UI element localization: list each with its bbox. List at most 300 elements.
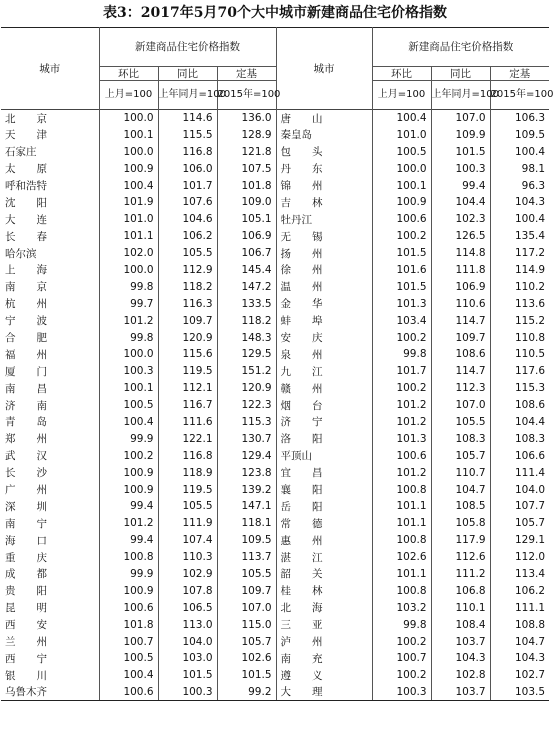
left-base-cell: 105.7 [217,633,276,650]
left-base-cell: 101.5 [217,667,276,684]
left-base-cell: 122.3 [217,397,276,414]
right-base-cell: 102.7 [490,667,549,684]
table-row [1,566,549,583]
left-city-cell: 哈尔滨 [5,247,37,260]
left-mom-cell: 100.0 [99,346,158,363]
left-mom-cell: 99.9 [99,566,158,583]
right-base-cell: 98.1 [490,160,549,177]
right-city-cell: 锦 州 [276,177,372,194]
left-mom-cell: 100.1 [99,380,158,397]
left-city-cell: 北 京 [5,112,47,125]
left-city-cell: 深 圳 [5,500,47,513]
left-base-cell: 118.2 [217,312,276,329]
left-mom-cell: 100.0 [99,262,158,279]
right-yoy-cell: 105.7 [431,447,490,464]
left-base-cell: 123.8 [217,464,276,481]
left-base-cell: 147.1 [217,498,276,515]
left-yoy-cell: 112.9 [158,262,217,279]
city-header-right: 城市 [276,28,372,110]
left-base-cell: 147.2 [217,278,276,295]
right-base-cell: 100.4 [490,143,549,160]
right-yoy-cell: 112.3 [431,380,490,397]
right-mom-cell: 99.8 [372,346,431,363]
right-mom-cell: 100.8 [372,582,431,599]
right-mom-cell: 101.6 [372,262,431,279]
right-city-cell: 九 江 [276,363,372,380]
right-city-cell: 洛 阳 [276,430,372,447]
mom-header-left: 环比 [99,67,158,81]
right-city-cell: 唐 山 [276,110,372,127]
left-yoy-cell: 100.3 [158,684,217,701]
right-yoy-cell: 111.8 [431,262,490,279]
left-city-cell: 宁 波 [5,315,47,328]
left-city-cell: 南 京 [5,281,47,294]
left-base-cell: 107.0 [217,599,276,616]
right-base-cell: 112.0 [490,549,549,566]
table-row [1,684,549,701]
yoy-base-left: 上年同月=100 [158,81,217,110]
table-row [1,346,549,363]
right-city-cell: 安 庆 [276,329,372,346]
left-mom-cell: 101.2 [99,515,158,532]
right-mom-cell: 100.2 [372,667,431,684]
right-yoy-cell: 104.3 [431,650,490,667]
left-mom-cell: 101.1 [99,228,158,245]
right-city-cell: 岳 阳 [276,498,372,515]
left-yoy-cell: 116.8 [158,143,217,160]
table-row [1,397,549,414]
left-base-cell: 121.8 [217,143,276,160]
left-yoy-cell: 115.6 [158,346,217,363]
right-base-cell: 109.5 [490,126,549,143]
left-mom-cell: 100.5 [99,650,158,667]
left-base-cell: 106.9 [217,228,276,245]
left-base-cell: 148.3 [217,329,276,346]
table-row [1,262,549,279]
left-yoy-cell: 101.5 [158,667,217,684]
right-city-cell: 三 亚 [276,616,372,633]
left-yoy-cell: 111.6 [158,414,217,431]
left-city-cell: 呼和浩特 [5,180,47,192]
right-base-cell: 117.2 [490,245,549,262]
left-yoy-cell: 114.6 [158,110,217,127]
right-yoy-cell: 111.2 [431,566,490,583]
table-row [1,430,549,447]
left-mom-cell: 100.4 [99,177,158,194]
table-row [1,633,549,650]
right-mom-cell: 100.2 [372,380,431,397]
left-yoy-cell: 104.6 [158,211,217,228]
left-mom-cell: 99.4 [99,532,158,549]
right-yoy-cell: 107.0 [431,397,490,414]
left-city-cell: 重 庆 [5,551,47,564]
right-mom-cell: 101.7 [372,363,431,380]
right-base-cell: 135.4 [490,228,549,245]
left-city-cell: 大 连 [5,213,47,226]
left-mom-cell: 100.6 [99,599,158,616]
left-yoy-cell: 106.2 [158,228,217,245]
right-mom-cell: 101.1 [372,515,431,532]
right-mom-cell: 99.8 [372,616,431,633]
right-base-cell: 110.8 [490,329,549,346]
left-base-cell: 151.2 [217,363,276,380]
table-row [1,498,549,515]
left-mom-cell: 100.9 [99,464,158,481]
table-row [1,295,549,312]
right-base-cell: 108.3 [490,430,549,447]
right-city-cell: 赣 州 [276,380,372,397]
left-mom-cell: 100.0 [99,143,158,160]
right-city-cell: 宜 昌 [276,464,372,481]
right-city-cell: 惠 州 [276,532,372,549]
left-yoy-cell: 115.5 [158,126,217,143]
left-yoy-cell: 110.3 [158,549,217,566]
table-row [1,481,549,498]
right-base-cell: 113.4 [490,566,549,583]
right-base-cell: 106.6 [490,447,549,464]
left-city-cell: 海 口 [5,534,47,547]
left-yoy-cell: 118.9 [158,464,217,481]
right-base-cell: 110.2 [490,278,549,295]
left-mom-cell: 99.7 [99,295,158,312]
left-city-cell: 厦 门 [5,365,47,378]
left-mom-cell: 101.2 [99,312,158,329]
right-base-cell: 114.9 [490,262,549,279]
base-header-right: 定基 [490,67,549,81]
right-base-cell: 104.7 [490,633,549,650]
table-row [1,194,549,211]
left-mom-cell: 100.5 [99,397,158,414]
left-yoy-cell: 119.5 [158,481,217,498]
left-base-cell: 115.3 [217,414,276,431]
right-mom-cell: 100.8 [372,532,431,549]
right-city-cell: 金 华 [276,295,372,312]
left-city-cell: 石家庄 [5,146,37,159]
right-mom-cell: 100.7 [372,650,431,667]
yoy-base-right: 上年同月=100 [431,81,490,110]
left-yoy-cell: 101.7 [158,177,217,194]
right-mom-cell: 100.9 [372,194,431,211]
left-yoy-cell: 107.4 [158,532,217,549]
right-base-cell: 96.3 [490,177,549,194]
table-row [1,143,549,160]
right-mom-cell: 101.2 [372,414,431,431]
right-base-cell: 103.5 [490,684,549,701]
right-yoy-cell: 110.7 [431,464,490,481]
left-base-cell: 105.1 [217,211,276,228]
left-mom-cell: 100.8 [99,549,158,566]
left-mom-cell: 99.9 [99,430,158,447]
right-yoy-cell: 105.8 [431,515,490,532]
right-city-cell: 平顶山 [276,447,372,464]
right-city-cell: 常 德 [276,515,372,532]
right-base-cell: 110.5 [490,346,549,363]
table-row [1,126,549,143]
left-mom-cell: 100.1 [99,126,158,143]
left-base-cell: 145.4 [217,262,276,279]
right-mom-cell: 103.2 [372,599,431,616]
table-row [1,110,549,127]
right-base-cell: 129.1 [490,532,549,549]
right-mom-cell: 100.6 [372,447,431,464]
right-base-cell: 104.3 [490,194,549,211]
right-mom-cell: 101.1 [372,566,431,583]
right-city-cell: 徐 州 [276,262,372,279]
right-mom-cell: 103.4 [372,312,431,329]
left-city-cell: 武 汉 [5,450,47,463]
right-base-cell: 106.2 [490,582,549,599]
right-city-cell: 牡丹江 [276,211,372,228]
right-yoy-cell: 108.4 [431,616,490,633]
left-city-cell: 成 都 [5,568,47,581]
table-row [1,177,549,194]
left-base-cell: 133.5 [217,295,276,312]
mom-base-right: 上月=100 [372,81,431,110]
left-mom-cell: 99.8 [99,329,158,346]
table-header [1,28,553,110]
base-base-left: 2015年=100 [217,81,276,110]
right-base-cell: 104.4 [490,414,549,431]
left-city-cell: 西 安 [5,619,47,632]
table-row [1,414,549,431]
right-yoy-cell: 101.5 [431,143,490,160]
right-yoy-cell: 108.3 [431,430,490,447]
left-base-cell: 128.9 [217,126,276,143]
right-yoy-cell: 103.7 [431,684,490,701]
right-mom-cell: 100.2 [372,228,431,245]
index-group-header-left: 新建商品住宅价格指数 [99,28,276,67]
right-city-cell: 烟 台 [276,397,372,414]
right-mom-cell: 100.6 [372,211,431,228]
right-mom-cell: 100.0 [372,160,431,177]
table-title: 表3：2017年5月70个大中城市新建商品住宅价格指数 [103,5,447,21]
city-header-left: 城市 [39,62,61,75]
left-yoy-cell: 107.6 [158,194,217,211]
table-row [1,616,549,633]
right-city-cell: 湛 江 [276,549,372,566]
left-yoy-cell: 109.7 [158,312,217,329]
left-yoy-cell: 105.5 [158,498,217,515]
left-mom-cell: 100.9 [99,160,158,177]
left-yoy-cell: 106.0 [158,160,217,177]
right-city-cell: 桂 林 [276,582,372,599]
left-city-cell: 西 宁 [5,652,47,665]
yoy-header-left: 同比 [158,67,217,81]
left-yoy-cell: 116.3 [158,295,217,312]
left-base-cell: 118.1 [217,515,276,532]
table-row [1,667,549,684]
table-body [1,110,549,701]
right-city-cell: 丹 东 [276,160,372,177]
table-row [1,582,549,599]
left-mom-cell: 99.8 [99,278,158,295]
right-yoy-cell: 105.5 [431,414,490,431]
left-mom-cell: 101.0 [99,211,158,228]
left-mom-cell: 99.4 [99,498,158,515]
right-yoy-cell: 114.7 [431,312,490,329]
table-row [1,549,549,566]
right-yoy-cell: 117.9 [431,532,490,549]
left-yoy-cell: 116.8 [158,447,217,464]
right-base-cell: 113.6 [490,295,549,312]
right-yoy-cell: 114.7 [431,363,490,380]
right-base-cell: 115.2 [490,312,549,329]
right-yoy-cell: 110.1 [431,599,490,616]
right-yoy-cell: 103.7 [431,633,490,650]
right-city-cell: 泸 州 [276,633,372,650]
left-mom-cell: 100.4 [99,414,158,431]
table-row [1,532,549,549]
right-mom-cell: 101.3 [372,295,431,312]
right-mom-cell: 100.2 [372,633,431,650]
right-city-cell: 吉 林 [276,194,372,211]
table-row [1,380,549,397]
table-row [1,228,549,245]
right-mom-cell: 100.8 [372,481,431,498]
right-yoy-cell: 108.6 [431,346,490,363]
right-base-cell: 100.4 [490,211,549,228]
right-mom-cell: 101.0 [372,126,431,143]
right-base-cell: 111.1 [490,599,549,616]
left-yoy-cell: 103.0 [158,650,217,667]
right-city-cell: 襄 阳 [276,481,372,498]
base-base-right: 2015年=100 [490,81,549,110]
right-base-cell: 108.8 [490,616,549,633]
left-city-cell: 兰 州 [5,636,47,649]
right-mom-cell: 100.2 [372,329,431,346]
left-mom-cell: 100.9 [99,582,158,599]
left-city-cell: 青 岛 [5,416,47,429]
left-yoy-cell: 119.5 [158,363,217,380]
left-base-cell: 139.2 [217,481,276,498]
right-yoy-cell: 108.5 [431,498,490,515]
right-yoy-cell: 107.0 [431,110,490,127]
left-mom-cell: 100.9 [99,481,158,498]
left-base-cell: 129.4 [217,447,276,464]
left-base-cell: 106.7 [217,245,276,262]
left-city-cell: 银 川 [5,669,47,682]
left-city-cell: 上 海 [5,264,47,277]
left-yoy-cell: 111.9 [158,515,217,532]
right-base-cell: 105.7 [490,515,549,532]
right-mom-cell: 101.5 [372,278,431,295]
right-city-cell: 秦皇岛 [276,126,372,143]
left-base-cell: 130.7 [217,430,276,447]
base-header-left: 定基 [217,67,276,81]
left-city-cell: 沈 阳 [5,196,47,209]
left-city-cell: 福 州 [5,348,47,361]
left-mom-cell: 100.6 [99,684,158,701]
right-city-cell: 无 锡 [276,228,372,245]
right-base-cell: 117.6 [490,363,549,380]
right-mom-cell: 101.2 [372,464,431,481]
right-city-cell: 温 州 [276,278,372,295]
right-base-cell: 115.3 [490,380,549,397]
left-base-cell: 109.5 [217,532,276,549]
left-yoy-cell: 120.9 [158,329,217,346]
left-city-cell: 长 沙 [5,467,47,480]
right-yoy-cell: 106.8 [431,582,490,599]
left-yoy-cell: 113.0 [158,616,217,633]
right-base-cell: 108.6 [490,397,549,414]
right-city-cell: 包 头 [276,143,372,160]
left-yoy-cell: 118.2 [158,278,217,295]
left-city-cell: 天 津 [5,129,47,142]
left-base-cell: 109.7 [217,582,276,599]
right-mom-cell: 102.6 [372,549,431,566]
left-yoy-cell: 105.5 [158,245,217,262]
left-city-cell: 南 昌 [5,382,47,395]
right-yoy-cell: 110.6 [431,295,490,312]
left-city-cell: 合 肥 [5,332,47,345]
right-mom-cell: 100.4 [372,110,431,127]
right-mom-cell: 100.5 [372,143,431,160]
right-mom-cell: 101.5 [372,245,431,262]
table-row [1,245,549,262]
left-yoy-cell: 104.0 [158,633,217,650]
left-city-cell: 杭 州 [5,298,47,311]
left-mom-cell: 101.9 [99,194,158,211]
left-base-cell: 101.8 [217,177,276,194]
left-mom-cell: 101.8 [99,616,158,633]
left-city-cell: 广 州 [5,484,47,497]
table-row [1,599,549,616]
right-mom-cell: 101.3 [372,430,431,447]
right-yoy-cell: 99.4 [431,177,490,194]
mom-base-left: 上月=100 [99,81,158,110]
right-yoy-cell: 106.9 [431,278,490,295]
left-city-cell: 济 南 [5,399,47,412]
right-city-cell: 南 充 [276,650,372,667]
right-yoy-cell: 126.5 [431,228,490,245]
yoy-header-right: 同比 [431,67,490,81]
table-row [1,329,549,346]
right-city-cell: 北 海 [276,599,372,616]
table-row [1,464,549,481]
right-yoy-cell: 114.8 [431,245,490,262]
left-mom-cell: 100.0 [99,110,158,127]
right-base-cell: 104.3 [490,650,549,667]
price-index-table [1,27,553,701]
table-row [1,312,549,329]
index-group-header-right: 新建商品住宅价格指数 [372,28,549,67]
left-yoy-cell: 102.9 [158,566,217,583]
left-base-cell: 136.0 [217,110,276,127]
left-mom-cell: 102.0 [99,245,158,262]
table-row [1,363,549,380]
right-mom-cell: 101.1 [372,498,431,515]
table-row [1,447,549,464]
right-yoy-cell: 109.9 [431,126,490,143]
left-yoy-cell: 107.8 [158,582,217,599]
left-mom-cell: 100.7 [99,633,158,650]
right-mom-cell: 101.2 [372,397,431,414]
right-base-cell: 107.7 [490,498,549,515]
right-yoy-cell: 112.6 [431,549,490,566]
left-base-cell: 115.0 [217,616,276,633]
table-row [1,515,549,532]
right-city-cell: 大 理 [276,684,372,701]
right-base-cell: 104.0 [490,481,549,498]
left-city-cell: 太 原 [5,163,47,176]
right-yoy-cell: 109.7 [431,329,490,346]
left-city-cell: 郑 州 [5,433,47,446]
left-mom-cell: 100.2 [99,447,158,464]
left-base-cell: 102.6 [217,650,276,667]
left-base-cell: 99.2 [217,684,276,701]
right-base-cell: 111.4 [490,464,549,481]
left-base-cell: 120.9 [217,380,276,397]
